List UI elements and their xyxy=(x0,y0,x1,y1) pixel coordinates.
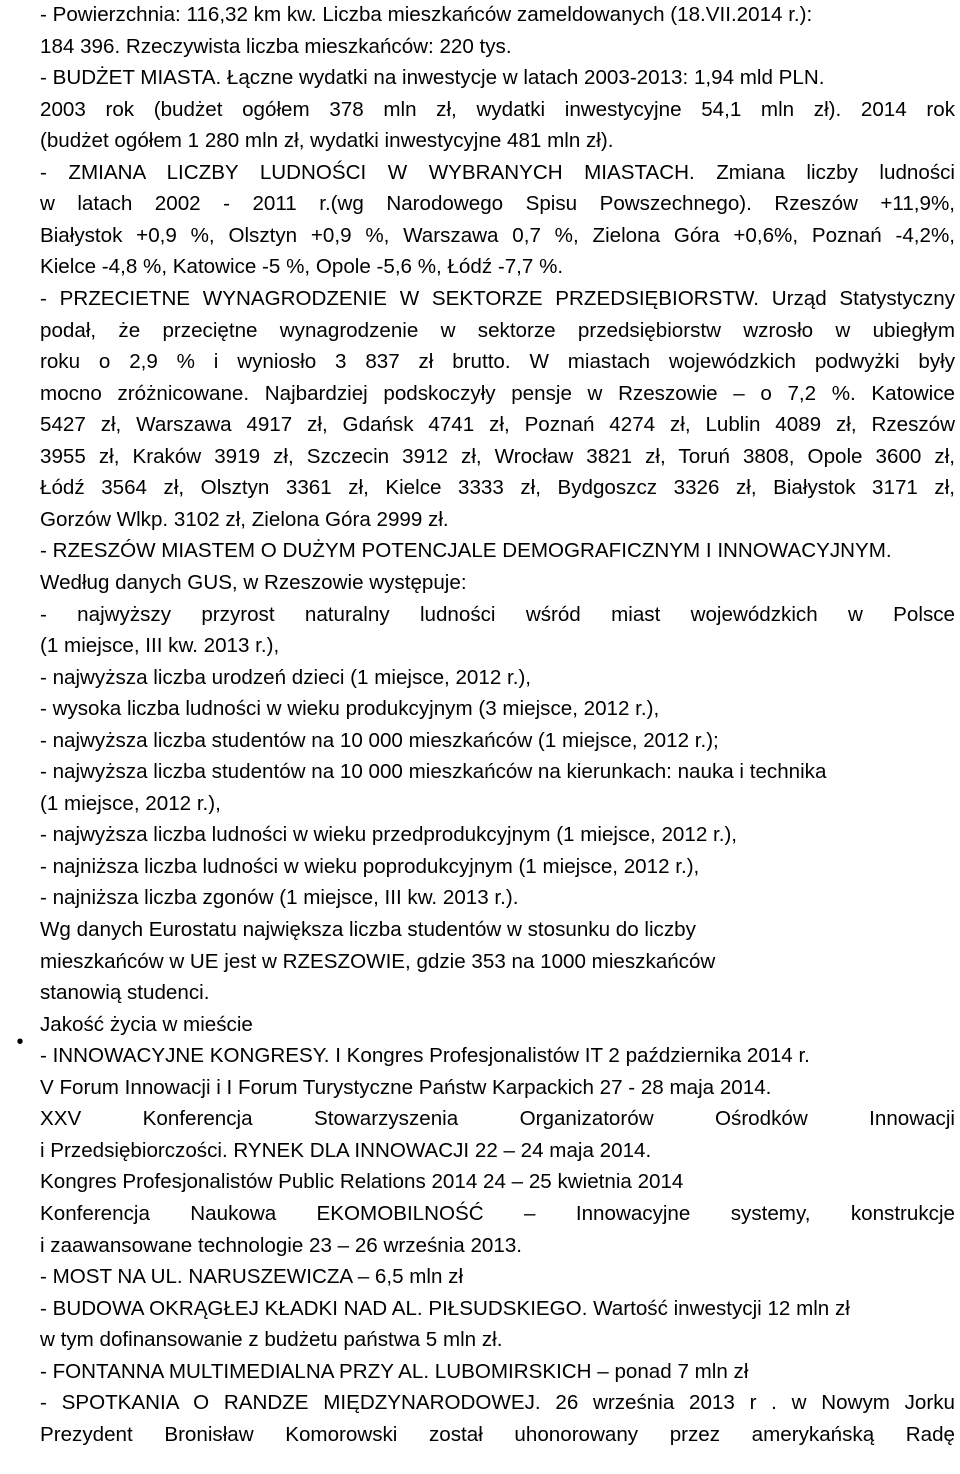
text-line: mocno zróżnicowane. Najbardziej podskoczyły pensje w Rzeszowie – o 7,2 %. Katowice xyxy=(40,381,955,405)
text-line: - wysoka liczba ludności w wieku produkcyjnym (3 miejsce, 2012 r.), xyxy=(40,697,660,721)
text-line: Białystok +0,9 %, Olsztyn +0,9 %, Warszawa 0,7 %, Zielona Góra +0,6%, Poznań -4,2%, xyxy=(40,223,955,247)
text-line: - FONTANNA MULTIMEDIALNA PRZY AL. LUBOMIRSKICH – ponad 7 mln zł xyxy=(40,1359,749,1383)
text-line: - najwyższa liczba ludności w wieku przedprodukcyjnym (1 miejsce, 2012 r.), xyxy=(40,823,738,847)
text-line: Wg danych Eurostatu największa liczba studentów w stosunku do liczby xyxy=(40,918,696,941)
text-line: (1 miejsce, III kw. 2013 r.), xyxy=(40,634,280,657)
text-line: - INNOWACYJNE KONGRESY. I Kongres Profesjonalistów IT 2 października 2014 r. xyxy=(40,1044,810,1068)
text-line: Według danych GUS, w Rzeszowie występuje: xyxy=(40,570,467,594)
text-line: i Przedsiębiorczości. RYNEK DLA INNOWACJI 22 – 24 maja 2014. xyxy=(40,1138,652,1162)
text-line: mieszkańców w UE jest w RZESZOWIE, gdzie 353 na 1000 mieszkańców xyxy=(40,949,716,973)
text-line: 184 396. Rzeczywista liczba mieszkańców: 220 tys. xyxy=(40,34,512,58)
text-line: Gorzów Wlkp. 3102 zł, Zielona Góra 2999 zł. xyxy=(40,507,449,531)
text-line: w tym dofinansowanie z budżetu państwa 5 mln zł. xyxy=(40,1328,503,1352)
text-line: roku o 2,9 % i wyniosło 3 837 zł brutto. W miastach wojewódzkich podwyżki były xyxy=(40,350,955,374)
text-line: (1 miejsce, 2012 r.), xyxy=(40,791,221,815)
text-line: V Forum Innowacji i I Forum Turystyczne Państw Karpackich 27 - 28 maja 2014. xyxy=(40,1075,772,1099)
text-line: (budżet ogółem 1 280 mln zł, wydatki inwestycyjne 481 mln zł). xyxy=(40,129,614,153)
text-line: - ZMIANA LICZBY LUDNOŚCI W WYBRANYCH MIASTACH. Zmiana liczby ludności xyxy=(40,160,955,184)
text-line: - najwyższa liczba urodzeń dzieci (1 miejsce, 2012 r.), xyxy=(40,665,532,689)
text-line: podał, że przeciętne wynagrodzenie w sektorze przedsiębiorstw wzrosło w ubiegłym xyxy=(40,318,955,342)
text-line: 5427 zł, Warszawa 4917 zł, Gdańsk 4741 zł, Poznań 4274 zł, Lublin 4089 zł, Rzeszów xyxy=(40,413,955,437)
text-line: Prezydent Bronisław Komorowski został uhonorowany przez amerykańską Radę xyxy=(40,1422,955,1446)
text-line: i zaawansowane technologie 23 – 26 września 2013. xyxy=(40,1233,522,1257)
text-line: - najwyższa liczba studentów na 10 000 mieszkańców (1 miejsce, 2012 r.); xyxy=(40,728,719,752)
text-line: 3955 zł, Kraków 3919 zł, Szczecin 3912 zł, Wrocław 3821 zł, Toruń 3808, Opole 3600 zł, xyxy=(40,444,955,468)
text-line: - SPOTKANIA O RANDZE MIĘDZYNARODOWEJ. 26 września 2013 r . w Nowym Jorku xyxy=(40,1391,955,1415)
text-line: - najniższa liczba zgonów (1 miejsce, III kw. 2013 r.). xyxy=(40,886,519,910)
text-line: XXV Konferencja Stowarzyszenia Organizatorów Ośrodków Innowacji xyxy=(40,1107,955,1131)
text-line: w latach 2002 - 2011 r.(wg Narodowego Spisu Powszechnego). Rzeszów +11,9%, xyxy=(40,192,955,216)
text-line: - BUDOWA OKRĄGŁEJ KŁADKI NAD AL. PIŁSUDSKIEGO. Wartość inwestycji 12 mln zł xyxy=(40,1296,850,1320)
text-line: Konferencja Naukowa EKOMOBILNOŚĆ – Innowacyjne systemy, konstrukcje xyxy=(40,1201,955,1225)
text-line: stanowią studenci. xyxy=(40,981,210,1005)
text-line: - Powierzchnia: 116,32 km kw. Liczba mieszkańców zameldowanych (18.VII.2014 r.): xyxy=(40,3,813,26)
text-line: - RZESZÓW MIASTEM O DUŻYM POTENCJALE DEMOGRAFICZNYM I INNOWACYJNYM. xyxy=(40,539,892,563)
text-line: Jakość życia w mieście xyxy=(40,1012,253,1036)
text-line: - najwyższy przyrost naturalny ludności wśród miast wojewódzkich w Polsce xyxy=(40,602,955,626)
text-line: - PRZECIETNE WYNAGRODZENIE W SEKTORZE PRZEDSIĘBIORSTW. Urząd Statystyczny xyxy=(40,286,955,310)
text-line: - najniższa liczba ludności w wieku poprodukcyjnym (1 miejsce, 2012 r.), xyxy=(40,854,700,878)
text-line: - MOST NA UL. NARUSZEWICZA – 6,5 mln zł xyxy=(40,1265,464,1288)
text-line: Kielce -4,8 %, Katowice -5 %, Opole -5,6 %, Łódź -7,7 %. xyxy=(40,255,564,279)
text-line: Kongres Profesjonalistów Public Relations 2014 24 – 25 kwietnia 2014 xyxy=(40,1170,684,1194)
text-line: - najwyższa liczba studentów na 10 000 mieszkańców na kierunkach: nauka i technika xyxy=(40,760,827,784)
text-line: 2003 rok (budżet ogółem 378 mln zł, wydatki inwestycyjne 54,1 mln zł). 2014 rok xyxy=(40,97,955,121)
text-line: - BUDŻET MIASTA. Łączne wydatki na inwestycje w latach 2003-2013: 1,94 mld PLN. xyxy=(40,66,825,90)
bullet-icon: • xyxy=(16,1031,24,1053)
text-line: Łódź 3564 zł, Olsztyn 3361 zł, Kielce 3333 zł, Bydgoszcz 3326 zł, Białystok 3171 zł, xyxy=(40,476,955,500)
